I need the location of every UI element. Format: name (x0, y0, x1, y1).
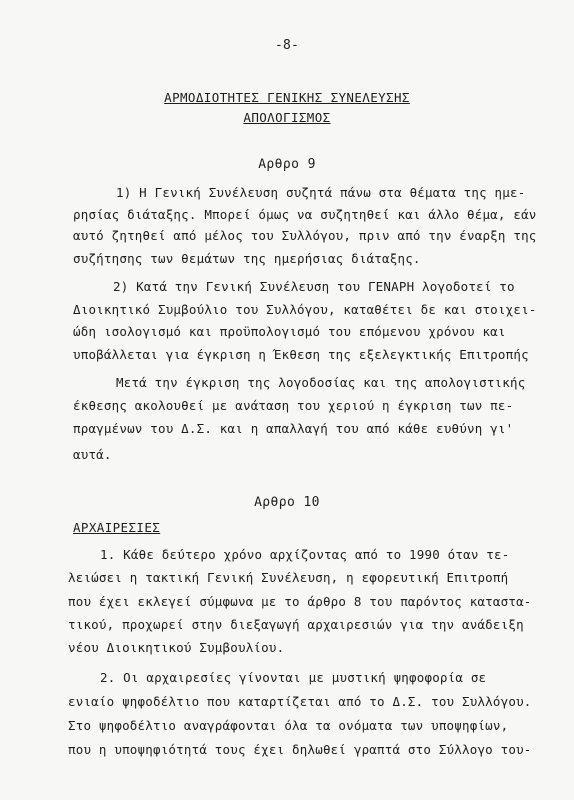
article-9-line: αυτά. (73, 447, 112, 462)
article-9-line: ώδη ισολογισμό και προϋπολογισμό του επόμενου χρόνου και (73, 324, 506, 339)
article-9-title: Αρθρο 9 (258, 157, 316, 172)
article-10-line: 2. Οι αρχαιρεσίες γίνονται με μυστική ψηφοφορία σε (100, 670, 487, 685)
article-10-line: Στο ψηφοδέλτιο αναγράφονται όλα τα ονόματα των υποψηφίων, (68, 718, 509, 733)
article-10-line: λειώσει η τακτική Γενική Συνέλευση, η εφορευτική Επιτροπή (68, 570, 509, 585)
article-9-line: πραγμένων του Δ.Σ. και η απαλλαγή του από κάθε ευθύνη γι' (73, 421, 514, 436)
article-9-line: υποβάλλεται για έγκριση η Έκθεση της εξελεγκτικής Επιτροπής (73, 347, 529, 362)
article-10-line: 1. Κάθε δεύτερο χρόνο αρχίζοντας από το 1990 όταν τε- (100, 547, 510, 562)
article-10-line: νέου Διοικητικού Συμβουλίου. (68, 640, 285, 655)
article-9-line: έκθεσης ακολουθεί με ανάταση του χεριού η έγκριση των πε- (73, 398, 514, 413)
article-9-line: 2) Κατά την Γενική Συνέλευση του ΓΕΝΑΡΗ λογοδοτεί το (113, 279, 515, 294)
article-10-line: ενιαίο ψηφοδέλτιο που καταρτίζεται από το Δ.Σ. του Συλλόγου. (68, 694, 532, 709)
section-title: ΑΡΜΟΔΙΟΤΗΤΕΣ ΓΕΝΙΚΗΣ ΣΥΝΕΛΕΥΣΗΣ (164, 90, 410, 105)
article-9-line: Διοικητικό Συμβούλιο του Συλλόγου, καταθέτει δε και στοιχει- (73, 302, 537, 317)
article-10-line: τικού, προχωρεί στην διεξαγωγή αρχαιρεσιών για την ανάδειξη (68, 617, 524, 632)
article-9-line: αυτό ζητηθεί από μέλος του Συλλόγου, πριν από την έναρξη της (73, 228, 537, 243)
article-10-line: που η υποψηφιότητά τους έχει δηλωθεί γραπτά στο Σύλλογο του- (68, 742, 532, 757)
section-subtitle: ΑΠΟΛΟΓΙΣΜΟΣ (243, 110, 331, 125)
page-number: -8- (274, 38, 300, 53)
article-9-line: συζήτησης των θεμάτων της ημερήσιας διάταξης. (73, 251, 421, 266)
article-10-title: Αρθρο 10 (254, 495, 320, 510)
article-10-line: που έχει εκλεγεί σύμφωνα με το άρθρο 8 του παρόντος καταστα- (68, 594, 532, 609)
article-9-line: Μετά την έγκριση της λογοδοσίας και της απολογιστικής (116, 375, 526, 390)
article-9-line: ρησίας διάταξης. Μπορεί όμως να συζητηθεί και άλλο θέμα, εάν (73, 207, 537, 222)
article-10-subtitle: ΑΡΧΑΙΡΕΣΙΕΣ (73, 520, 161, 535)
article-9-line: 1) Η Γενική Συνέλευση συζητά πάνω στα θέματα της ημε- (116, 185, 526, 200)
